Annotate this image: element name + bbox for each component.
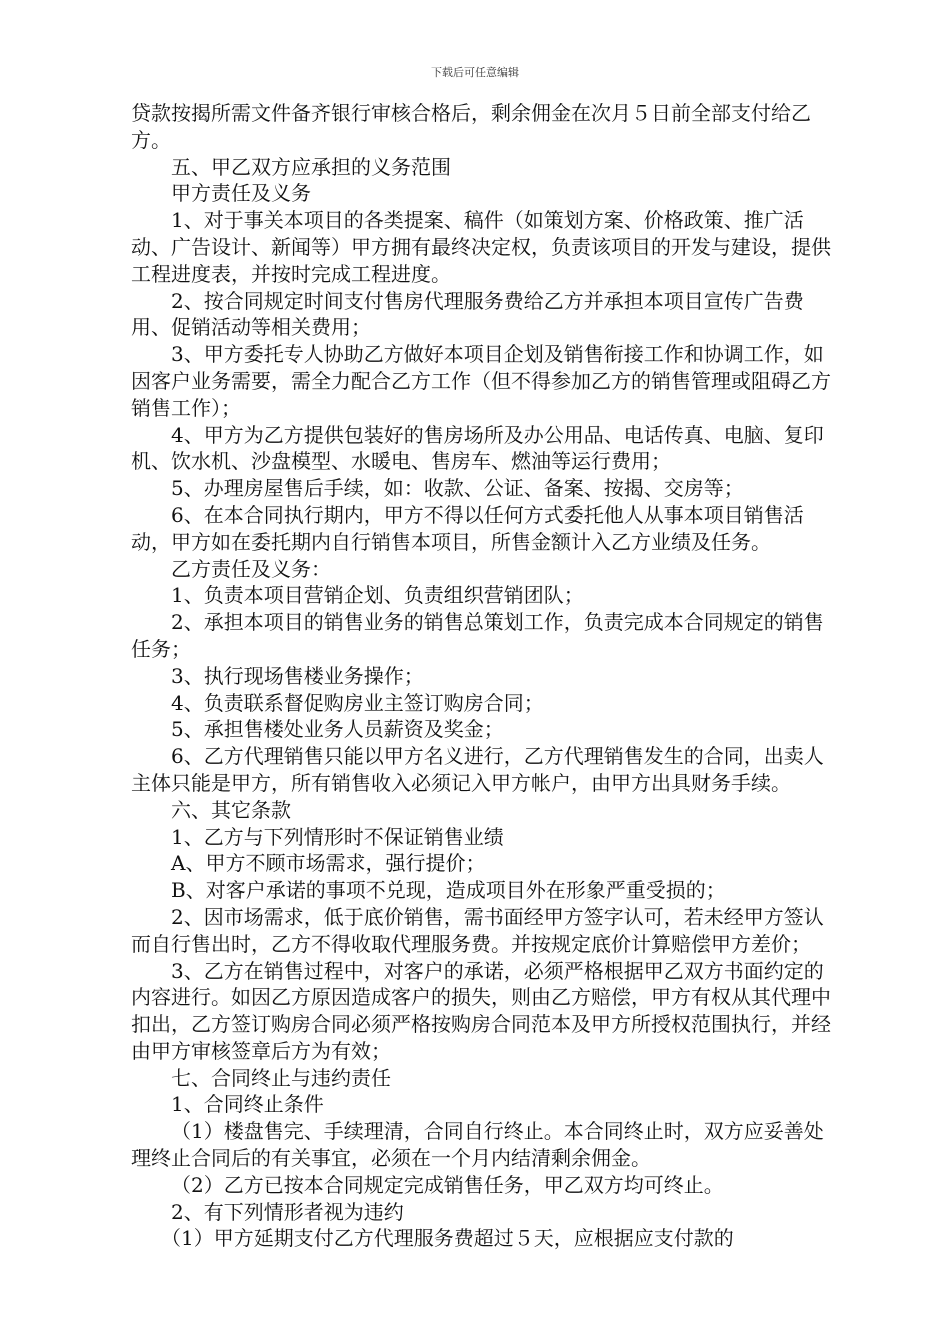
paragraph: 2、因市场需求，低于底价销售，需书面经甲方签字认可，若未经甲方签认而自行售出时，乙方不得收取代理服务费。并按规定底价计算赔偿甲方差价； — [131, 904, 824, 956]
paragraph: 1、负责本项目营销企划、负责组织营销团队； — [171, 583, 584, 608]
paragraph: （2）乙方已按本合同规定完成销售任务，甲乙双方均可终止。 — [171, 1172, 724, 1197]
paragraph: 3、执行现场售楼业务操作； — [171, 663, 424, 688]
paragraph: 3、甲方委托专人协助乙方做好本项目企划及销售衔接工作和协调工作，如因客户业务需要，需全力配合乙方工作（但不得参加乙方的销售管理或阻碍乙方销售工作）； — [131, 342, 831, 420]
paragraph: 2、承担本项目的销售业务的销售总策划工作，负责完成本合同规定的销售任务； — [131, 610, 824, 661]
paragraph: A、甲方不顾市场需求，强行提价； — [171, 851, 486, 876]
paragraph: 3、乙方在销售过程中，对客户的承诺，必须严格根据甲乙双方书面约定的内容进行。如因乙方原因造成客户的损失，则由乙方赔偿，甲方有权从其代理中扣出，乙方签订购房合同必须严格按购房合同范本及甲方所授权范围执行，并经由甲方审核签章后方为有效； — [131, 958, 831, 1063]
paragraph: 2、按合同规定时间支付售房代理服务费给乙方并承担本项目宣传广告费用、促销活动等相关费用； — [131, 288, 804, 340]
paragraph: 甲方责任及义务 — [171, 181, 311, 206]
paragraph: 五、甲乙双方应承担的义务范围 — [171, 154, 451, 179]
page-header: 下载后可任意编辑 — [431, 66, 519, 79]
paragraph: 1、对于事关本项目的各类提案、稿件（如策划方案、价格政策、推广活动、广告设计、新闻等）甲方拥有最终决定权，负责该项目的开发与建设，提供工程进度表，并按时完成工程进度。 — [131, 208, 831, 286]
paragraph: 5、承担售楼处业务人员薪资及奖金； — [171, 717, 504, 742]
paragraph: 1、合同终止条件 — [171, 1092, 324, 1117]
paragraph: 5、办理房屋售后手续，如：收款、公证、备案、按揭、交房等； — [171, 476, 744, 501]
paragraph: 6、在本合同执行期内，甲方不得以任何方式委托他人从事本项目销售活动，甲方如在委托期内自行销售本项目，所售金额计入乙方业绩及任务。 — [131, 502, 804, 554]
paragraph: 贷款按揭所需文件备齐银行审核合格后，剩余佣金在次月５日前全部支付给乙方。 — [131, 101, 811, 152]
paragraph: 七、合同终止与违约责任 — [171, 1065, 391, 1090]
paragraph: 六、其它条款 — [171, 797, 291, 822]
document-body — [131, 100, 831, 1252]
paragraph: 乙方责任及义务： — [171, 556, 331, 581]
paragraph: （1）楼盘售完、手续理清，合同自行终止。本合同终止时，双方应妥善处理终止合同后的有关事宜，必须在一个月内结清剩余佣金。 — [131, 1119, 824, 1171]
paragraph: 4、甲方为乙方提供包装好的售房场所及办公用品、电话传真、电脑、复印机、饮水机、沙盘模型、水暖电、售房车、燃油等运行费用； — [131, 422, 824, 474]
paragraph: 6、乙方代理销售只能以甲方名义进行，乙方代理销售发生的合同，出卖人主体只能是甲方，所有销售收入必须记入甲方帐户，由甲方出具财务手续。 — [131, 744, 824, 795]
paragraph: （1）甲方延期支付乙方代理服务费超过５天，应根据应支付款的 — [161, 1226, 734, 1251]
paragraph: 4、负责联系督促购房业主签订购房合同； — [171, 690, 544, 715]
paragraph: 1、乙方与下列情形时不保证销售业绩 — [171, 824, 504, 849]
paragraph: B、对客户承诺的事项不兑现，造成项目外在形象严重受损的； — [171, 878, 726, 903]
paragraph: 2、有下列情形者视为违约 — [171, 1199, 404, 1224]
